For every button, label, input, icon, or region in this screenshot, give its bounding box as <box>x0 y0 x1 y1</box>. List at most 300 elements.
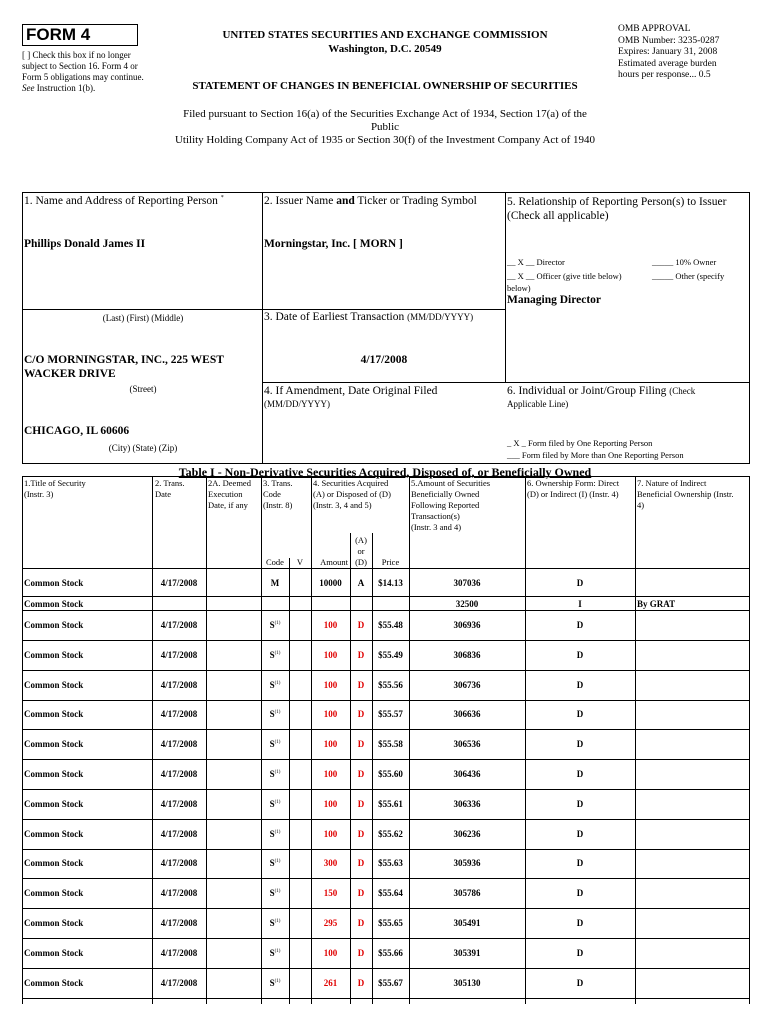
cell-price-text: $55.67 <box>378 977 403 988</box>
grid-line <box>749 476 750 1004</box>
cell-form-text: D <box>576 709 584 720</box>
cell-code-text: S <box>269 918 275 928</box>
cell-title-text: Common Stock <box>24 947 84 958</box>
cell-date <box>152 680 206 690</box>
cell-owned <box>409 769 525 779</box>
cell-title-text: Common Stock <box>24 739 84 750</box>
cell-form <box>525 680 635 690</box>
cell-price <box>372 578 409 588</box>
cell-form-text: D <box>576 769 584 779</box>
cell-owned <box>409 620 525 630</box>
earliest-transaction-date: 4/17/2008 <box>360 354 408 366</box>
col2a-line3: Date, if any <box>208 500 248 510</box>
cell-price-text: $55.58 <box>378 739 403 750</box>
check-note-text: [ ] Check this box if no longer subject to Section 16. Form 4 or Form 5 obligations may continue. <box>22 50 144 82</box>
cell-price-text: $55.63 <box>378 858 403 869</box>
cell-price-text: $55.48 <box>378 620 403 630</box>
omb-approval <box>618 24 763 82</box>
statement-title: STATEMENT OF CHANGES IN BENEFICIAL OWNERSHIP OF SECURITIES <box>192 80 578 92</box>
omb-expires: Expires: January 31, 2008 <box>618 47 718 57</box>
cell-ad-text: D <box>357 918 365 928</box>
cell-amount <box>311 948 350 958</box>
col-amount-owned-header <box>411 478 490 533</box>
cell-amount-text: 295 <box>323 918 338 928</box>
filed-pursuant <box>150 108 620 147</box>
sub-ad-line3: (D) <box>355 557 367 567</box>
omb-number: OMB Number: 3235-0287 <box>618 35 720 46</box>
cell-price-text: $55.49 <box>378 649 403 660</box>
cell-form <box>525 948 635 958</box>
grid-line <box>22 908 749 909</box>
cell-form-text: D <box>576 620 584 630</box>
col3-line2: Code <box>263 489 281 499</box>
col5-line4: Transaction(s) <box>411 511 460 521</box>
cell-date <box>152 948 206 958</box>
grid-line <box>22 759 749 760</box>
cell-ad <box>350 709 372 719</box>
cell-ad-text: A <box>357 578 365 588</box>
grid-line <box>635 476 636 1004</box>
cell-code <box>261 888 289 898</box>
cell-form <box>525 739 635 749</box>
grid-line <box>262 192 263 464</box>
cell-form <box>525 799 635 809</box>
box1-label <box>24 195 224 207</box>
box2-label-b: Ticker or Trading Symbol <box>357 195 477 207</box>
cell-owned <box>409 650 525 660</box>
cell-form-text: D <box>576 578 584 588</box>
cell-price-text: $55.57 <box>378 709 403 720</box>
cell-ad-text: D <box>357 739 365 750</box>
cell-owned-text: 306936 <box>453 620 481 630</box>
cell-amount-text: 261 <box>323 977 338 988</box>
cell-code-text: S <box>269 888 275 899</box>
col-ownership-form-header <box>527 478 619 500</box>
cell-amount-text: 100 <box>323 798 338 809</box>
grid-line <box>22 476 23 1004</box>
cell-title <box>24 739 152 749</box>
footnote-ref: (1) <box>274 680 281 686</box>
grid-line <box>22 610 749 611</box>
cell-form-text: D <box>576 977 584 988</box>
cell-form <box>525 709 635 719</box>
cell-owned-text: 32500 <box>455 599 479 609</box>
box2-label-and: and <box>336 195 355 207</box>
cell-title <box>24 650 152 660</box>
col5-line5: (Instr. 3 and 4) <box>411 522 462 532</box>
grid-line <box>22 729 749 730</box>
cell-code <box>261 858 289 868</box>
cell-price-text: $55.65 <box>378 918 403 928</box>
cell-title <box>24 948 152 958</box>
box6-label-text: 6. Individual or Joint/Group Filing <box>507 385 667 397</box>
cell-title <box>24 829 152 839</box>
footnote-ref: (1) <box>274 859 281 865</box>
cell-title-text: Common Stock <box>24 977 84 988</box>
cell-ad <box>350 650 372 660</box>
cell-ad-text: D <box>357 947 365 958</box>
cell-price <box>372 948 409 958</box>
cell-code <box>261 739 289 749</box>
cell-owned <box>409 948 525 958</box>
box1-label-mark: * <box>220 195 224 202</box>
grid-line <box>22 968 749 969</box>
cell-code-text: S <box>269 709 275 720</box>
col4-line1: 4. Securities Acquired <box>313 478 389 488</box>
cell-code-text: S <box>269 858 275 869</box>
col6-line1: 6. Ownership Form: Direct <box>527 478 620 488</box>
cell-amount-text: 100 <box>323 769 338 779</box>
cell-form <box>525 620 635 630</box>
cell-date-text: 4/17/2008 <box>160 649 198 660</box>
footnote-ref: (1) <box>274 889 281 895</box>
cell-ad-text: D <box>357 858 365 869</box>
cell-form <box>525 888 635 898</box>
col1-line1: 1.Title of Security <box>24 478 86 488</box>
cell-owned-text: 306636 <box>453 709 481 720</box>
cell-price <box>372 709 409 719</box>
box3-label-text: 3. Date of Earliest Transaction <box>264 311 405 323</box>
cell-title <box>24 680 152 690</box>
cell-date <box>152 978 206 988</box>
cell-title <box>24 620 152 630</box>
grid-line <box>22 819 749 820</box>
cell-owned <box>409 739 525 749</box>
col-nature-header <box>637 478 734 511</box>
cell-amount <box>311 709 350 719</box>
cell-amount <box>311 888 350 898</box>
cell-date <box>152 769 206 779</box>
cell-title-text: Common Stock <box>24 888 84 899</box>
grid-line <box>22 192 749 193</box>
cell-owned-text: 305491 <box>453 918 481 928</box>
cell-form-text: D <box>576 798 584 809</box>
cell-owned-text: 305130 <box>453 977 481 988</box>
cell-date-text: 4/17/2008 <box>160 798 198 809</box>
filing-option-group: ___ Form filed by More than One Reporting Person <box>507 450 684 460</box>
cell-amount-text: 100 <box>323 739 338 750</box>
cell-amount-text: 100 <box>323 828 338 839</box>
cell-date <box>152 918 206 928</box>
cell-amount-text: 100 <box>323 620 338 630</box>
cell-ad <box>350 978 372 988</box>
cell-amount <box>311 858 350 868</box>
cell-owned <box>409 918 525 928</box>
col7-line2: Beneficial Ownership (Instr. <box>637 489 734 499</box>
grid-line <box>206 476 207 1004</box>
cell-price <box>372 978 409 988</box>
grid-line <box>22 640 749 641</box>
sub-ad-line2: or <box>357 546 365 556</box>
cell-owned-text: 306436 <box>453 769 481 779</box>
box5-label <box>507 195 749 223</box>
sub-ad-line1: (A) <box>355 535 367 545</box>
filed-line-3: Utility Holding Company Act of 1935 or Section 30(f) of the Investment Company Act of 1940 <box>174 134 596 146</box>
cell-price <box>372 680 409 690</box>
cell-date-text: 4/17/2008 <box>160 977 198 988</box>
city-sub-label: (City) (State) (Zip) <box>108 443 178 453</box>
cell-date <box>152 620 206 630</box>
name-sub-label: (Last) (First) (Middle) <box>102 313 184 323</box>
cell-nature-text: By GRAT <box>637 599 676 609</box>
cell-date-text: 4/17/2008 <box>160 828 198 839</box>
cell-code-text: S <box>269 649 275 660</box>
cell-amount-text: 150 <box>323 888 338 899</box>
cell-form <box>525 978 635 988</box>
grid-line <box>22 789 749 790</box>
col-title-header <box>24 478 86 500</box>
cell-owned <box>409 680 525 690</box>
relationship-ten-pct: _____ 10% Owner <box>652 257 717 267</box>
form-title: FORM 4 <box>22 24 138 46</box>
cell-code <box>261 680 289 690</box>
cell-date <box>152 650 206 660</box>
box3-label <box>264 311 473 323</box>
relationship-director: __ X __ Director <box>507 257 565 267</box>
cell-code <box>261 978 289 988</box>
box4-label: 4. If Amendment, Date Original Filed <box>264 385 438 397</box>
cell-form <box>525 769 635 779</box>
cell-form <box>525 858 635 868</box>
cell-owned <box>409 599 525 609</box>
cell-price <box>372 739 409 749</box>
box3-label-fmt: (MM/DD/YYYY) <box>407 312 474 322</box>
cell-date <box>152 578 206 588</box>
cell-amount <box>311 799 350 809</box>
cell-price-text: $55.56 <box>378 679 403 690</box>
cell-owned <box>409 578 525 588</box>
grid-line <box>749 192 750 464</box>
filed-line-2: Public <box>370 121 400 133</box>
col2-line1: 2. Trans. <box>155 478 185 488</box>
col6-line2: (D) or Indirect (I) (Instr. 4) <box>527 489 619 499</box>
cell-price <box>372 620 409 630</box>
cell-amount <box>311 829 350 839</box>
cell-title <box>24 858 152 868</box>
cell-nature <box>637 599 749 609</box>
cell-code-text: S <box>269 798 275 809</box>
footnote-ref: (1) <box>274 621 281 626</box>
cell-date-text: 4/17/2008 <box>160 679 198 690</box>
grid-line <box>22 998 749 999</box>
omb-hours: hours per response... 0.5 <box>618 70 711 80</box>
agency-name <box>180 28 590 56</box>
grid-line <box>22 670 749 671</box>
col3-line3: (Instr. 8) <box>263 500 293 510</box>
cell-form <box>525 578 635 588</box>
col-code-header <box>263 478 293 511</box>
cell-owned <box>409 978 525 988</box>
footnote-ref: (1) <box>274 978 281 984</box>
col5-line2: Beneficially Owned <box>411 489 480 499</box>
cell-ad-text: D <box>357 649 365 660</box>
cell-form-text: I <box>578 599 582 609</box>
cell-price <box>372 799 409 809</box>
cell-date <box>152 739 206 749</box>
cell-code <box>261 769 289 779</box>
col1-line2: (Instr. 3) <box>24 489 54 499</box>
street-sub-label: (Street) <box>129 384 157 394</box>
cell-ad <box>350 948 372 958</box>
col2-line2: Date <box>155 489 172 499</box>
grid-line <box>22 878 749 879</box>
cell-ad <box>350 799 372 809</box>
cell-amount <box>311 620 350 630</box>
cell-price-text: $55.64 <box>378 888 403 899</box>
cell-code <box>261 578 289 588</box>
footnote-ref: (1) <box>274 948 281 954</box>
cell-form-text: D <box>576 918 584 928</box>
cell-title <box>24 578 152 588</box>
cell-owned-text: 305391 <box>453 947 481 958</box>
cell-code-text: S <box>269 620 275 630</box>
relationship-other: _____ Other (specify <box>652 271 725 281</box>
cell-ad <box>350 739 372 749</box>
agency-line-1: UNITED STATES SECURITIES AND EXCHANGE COMMISSION <box>222 29 548 41</box>
cell-code <box>261 829 289 839</box>
col3-line1: 3. Trans. <box>263 478 293 488</box>
cell-form-text: D <box>576 679 584 690</box>
grid-line <box>22 938 749 939</box>
col-securities-header <box>313 478 391 511</box>
grid-line <box>22 309 263 310</box>
cell-date <box>152 709 206 719</box>
cell-owned <box>409 799 525 809</box>
cell-date-text: 4/17/2008 <box>160 918 198 928</box>
cell-ad-text: D <box>357 679 365 690</box>
cell-amount-text: 100 <box>323 679 338 690</box>
grid-line <box>22 463 749 464</box>
box1-label-text: 1. Name and Address of Reporting Person <box>24 195 218 207</box>
grid-line <box>22 192 23 464</box>
cell-title <box>24 769 152 779</box>
cell-amount <box>311 739 350 749</box>
box5-label-line-1: 5. Relationship of Reporting Person(s) to Issuer <box>507 196 727 208</box>
cell-code <box>261 799 289 809</box>
cell-price-text: $55.66 <box>378 947 403 958</box>
cell-date-text: 4/17/2008 <box>160 947 198 958</box>
cell-date <box>152 888 206 898</box>
cell-title-text: Common Stock <box>24 679 84 690</box>
cell-price <box>372 769 409 779</box>
relationship-officer-cont: below) <box>507 283 531 293</box>
cell-date-text: 4/17/2008 <box>160 739 198 750</box>
agency-line-2: Washington, D.C. 20549 <box>328 43 442 55</box>
sub-v: V <box>296 557 304 567</box>
cell-amount-text: 300 <box>323 858 338 869</box>
cell-owned-text: 305936 <box>453 858 481 869</box>
cell-amount-text: 100 <box>323 709 338 720</box>
col-date-header <box>155 478 185 500</box>
grid-line <box>22 568 749 569</box>
cell-title <box>24 709 152 719</box>
cell-code-text: S <box>269 828 275 839</box>
cell-owned-text: 306336 <box>453 798 481 809</box>
cell-title-text: Common Stock <box>24 918 84 928</box>
col7-line3: 4) <box>637 500 645 510</box>
cell-form-text: D <box>576 888 584 899</box>
cell-ad-text: D <box>357 977 365 988</box>
cell-ad <box>350 769 372 779</box>
col7-line1: 7. Nature of Indirect <box>637 478 707 488</box>
cell-form-text: D <box>576 739 584 750</box>
cell-amount <box>311 680 350 690</box>
sub-price: Price <box>381 557 400 567</box>
cell-ad-text: D <box>357 828 365 839</box>
cell-ad <box>350 680 372 690</box>
cell-amount <box>311 578 350 588</box>
grid-line <box>22 476 749 477</box>
footnote-ref: (1) <box>274 799 281 805</box>
grid-line <box>262 309 506 310</box>
cell-form <box>525 650 635 660</box>
cell-code-text: S <box>269 679 275 690</box>
cell-code-text: M <box>270 578 280 588</box>
cell-form <box>525 829 635 839</box>
cell-price <box>372 858 409 868</box>
col2a-line1: 2A. Deemed <box>208 478 251 488</box>
cell-ad <box>350 858 372 868</box>
cell-code <box>261 709 289 719</box>
footnote-ref: (1) <box>274 650 281 656</box>
cell-owned-text: 306236 <box>453 828 481 839</box>
cell-owned <box>409 709 525 719</box>
footnote-ref: (1) <box>274 829 281 835</box>
grid-line <box>262 382 749 383</box>
cell-title-text: Common Stock <box>24 858 84 869</box>
cell-owned <box>409 829 525 839</box>
cell-form-text: D <box>576 947 584 958</box>
cell-code-text: S <box>269 769 275 779</box>
cell-owned-text: 305786 <box>453 888 481 899</box>
cell-ad-text: D <box>357 709 365 720</box>
box6-label <box>507 385 695 397</box>
grid-line <box>22 700 749 701</box>
cell-amount <box>311 978 350 988</box>
box4-label-fmt: (MM/DD/YYYY) <box>264 399 330 409</box>
cell-code-text: S <box>269 739 275 750</box>
cell-code <box>261 650 289 660</box>
sub-code: Code <box>266 557 284 567</box>
cell-owned-text: 306536 <box>453 739 481 750</box>
cell-price-text: $55.60 <box>378 769 403 779</box>
cell-title <box>24 918 152 928</box>
cell-date-text: 4/17/2008 <box>160 888 198 899</box>
omb-title: OMB APPROVAL <box>618 24 691 34</box>
cell-date-text: 4/17/2008 <box>160 709 198 720</box>
cell-price-text: $55.61 <box>378 798 403 809</box>
reporting-person-name: Phillips Donald James II <box>24 238 146 250</box>
grid-line <box>22 596 749 597</box>
cell-form-text: D <box>576 858 584 869</box>
cell-form <box>525 918 635 928</box>
cell-ad <box>350 918 372 928</box>
sub-ad <box>350 535 372 568</box>
cell-owned-text: 306836 <box>453 649 481 660</box>
cell-ad <box>350 829 372 839</box>
relationship-officer: __ X __ Officer (give title below) <box>507 271 622 281</box>
cell-ad <box>350 578 372 588</box>
cell-ad <box>350 888 372 898</box>
sub-amount: Amount <box>320 557 348 567</box>
reporting-city: CHICAGO, IL 60606 <box>24 425 130 437</box>
cell-code <box>261 620 289 630</box>
cell-code <box>261 918 289 928</box>
col5-line1: 5.Amount of Securities <box>411 478 491 488</box>
cell-date-text: 4/17/2008 <box>160 769 198 779</box>
cell-date <box>152 858 206 868</box>
cell-amount-text: 10000 <box>319 578 342 588</box>
